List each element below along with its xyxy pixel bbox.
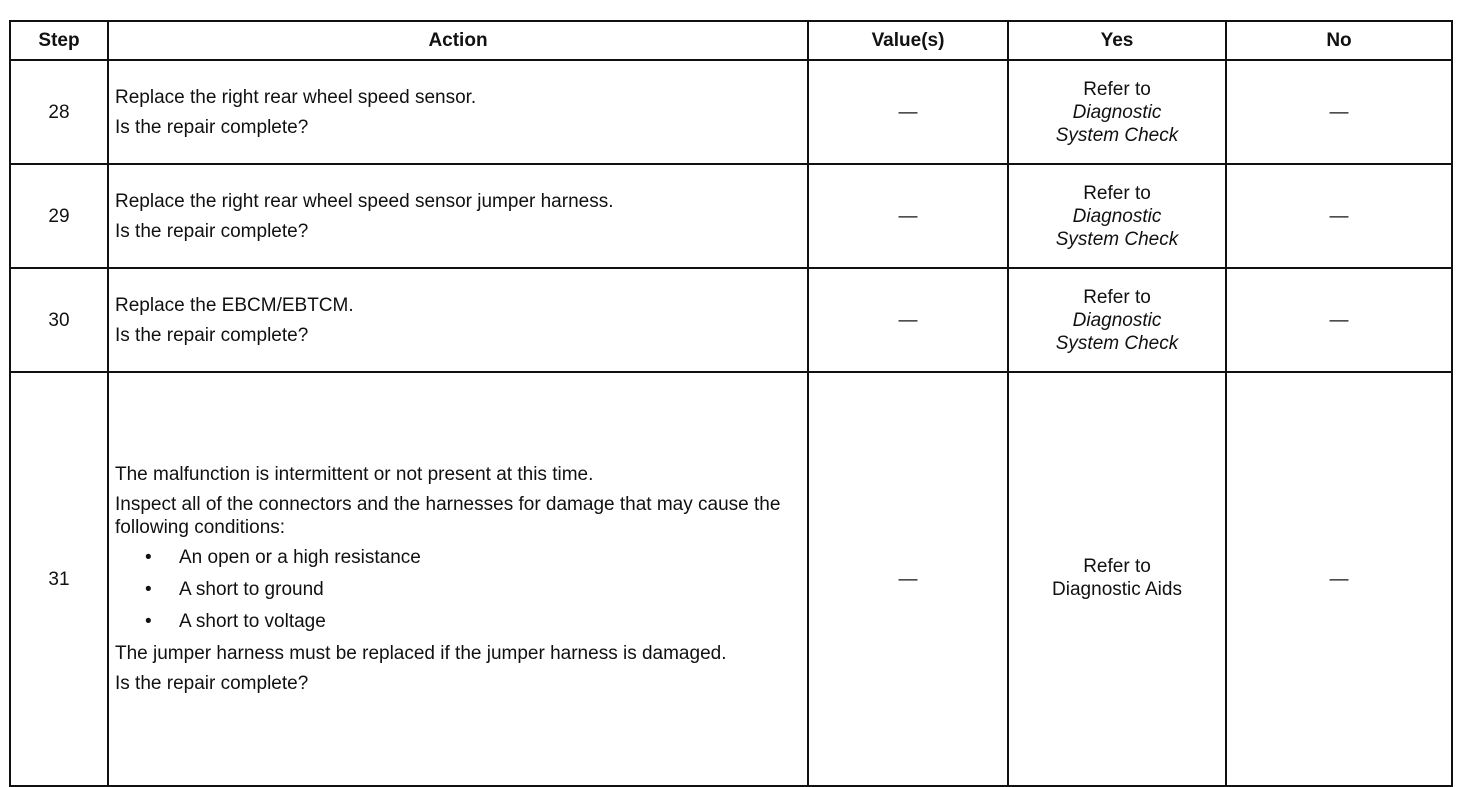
action-text: Replace the right rear wheel speed sensor. — [115, 86, 477, 108]
action-text: Replace the right rear wheel speed sensor jumper harness. — [115, 190, 614, 212]
value-cell: — — [808, 60, 1008, 164]
yes-link-line[interactable]: System Check — [1055, 228, 1179, 250]
action-question: Is the repair complete? — [115, 116, 309, 138]
header-action: Action — [108, 21, 808, 60]
diagnostic-table — [9, 20, 1453, 787]
yes-cell — [1008, 268, 1226, 372]
table-row — [10, 60, 1452, 164]
header-yes: Yes — [1008, 21, 1226, 60]
header-step: Step — [10, 21, 108, 60]
value-cell: — — [808, 164, 1008, 268]
action-cell — [108, 268, 808, 372]
action-question: Is the repair complete? — [115, 220, 309, 242]
table-row — [10, 372, 1452, 786]
yes-cell — [1008, 60, 1226, 164]
yes-refer: Refer to — [1083, 556, 1151, 577]
header-row — [10, 21, 1452, 60]
action-note: The jumper harness must be replaced if the jumper harness is damaged. — [115, 643, 727, 664]
action-cell — [108, 372, 808, 786]
value-cell: — — [808, 372, 1008, 786]
action-cell — [108, 164, 808, 268]
action-text: Replace the EBCM/EBTCM. — [115, 294, 354, 316]
table-row — [10, 268, 1452, 372]
step-number: 28 — [10, 60, 108, 164]
yes-cell — [1008, 164, 1226, 268]
bullet-item — [115, 578, 801, 601]
bullet-dot-icon: • — [145, 611, 152, 632]
value-cell: — — [808, 268, 1008, 372]
yes-link-line[interactable]: System Check — [1055, 124, 1179, 146]
table-row — [10, 164, 1452, 268]
bullet-text: A short to voltage — [179, 611, 326, 632]
no-cell: — — [1226, 164, 1452, 268]
header-no: No — [1226, 21, 1452, 60]
step-number: 29 — [10, 164, 108, 268]
yes-link-line[interactable]: Diagnostic — [1072, 205, 1162, 227]
no-cell: — — [1226, 268, 1452, 372]
step-number: 31 — [10, 372, 108, 786]
yes-refer: Refer to — [1083, 286, 1151, 308]
action-cell — [108, 60, 808, 164]
bullet-item — [115, 546, 801, 569]
yes-link-line[interactable]: Diagnostic — [1072, 101, 1162, 123]
action-question: Is the repair complete? — [115, 673, 309, 694]
bullet-text: An open or a high resistance — [179, 547, 421, 568]
yes-refer: Refer to — [1083, 78, 1151, 100]
bullet-item — [115, 610, 801, 633]
action-inspect: Inspect all of the connectors and the harnesses for damage that may cause the following conditions: — [115, 494, 781, 538]
action-question: Is the repair complete? — [115, 324, 309, 346]
yes-link-line[interactable]: System Check — [1055, 332, 1179, 354]
bullet-text: A short to ground — [179, 579, 324, 600]
step-number: 30 — [10, 268, 108, 372]
yes-link-line[interactable]: Diagnostic Aids — [1052, 579, 1182, 600]
header-values: Value(s) — [808, 21, 1008, 60]
no-cell: — — [1226, 372, 1452, 786]
no-cell: — — [1226, 60, 1452, 164]
bullet-dot-icon: • — [145, 547, 152, 568]
bullet-dot-icon: • — [145, 579, 152, 600]
action-intro: The malfunction is intermittent or not present at this time. — [115, 464, 594, 485]
yes-cell — [1008, 372, 1226, 786]
yes-refer: Refer to — [1083, 182, 1151, 204]
yes-link-line[interactable]: Diagnostic — [1072, 309, 1162, 331]
